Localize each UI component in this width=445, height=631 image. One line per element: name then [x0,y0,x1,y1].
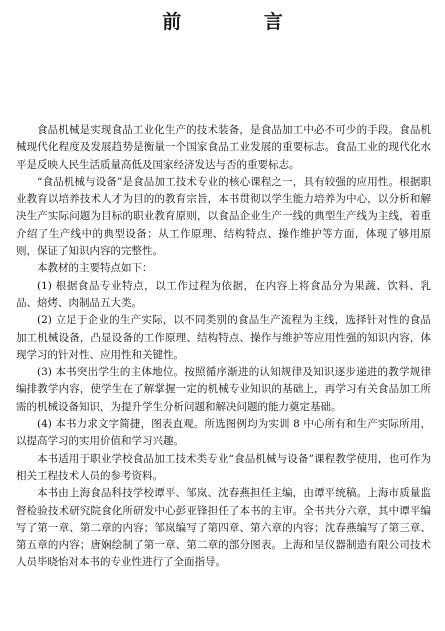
paragraph-feature-4: (4) 本书力求文字简捷，图表直观。所选图例均为实训 8 中心所有和生产实际所用，以提高学习的实用价值和学习兴趣。 [16,418,431,448]
paragraph-feature-1: (1) 根据食品专业特点，以工作过程为依据，在内容上将食品分为果蔬、饮料、乳品、焙烤、肉制品五大类。 [16,279,431,309]
paragraph-feature-2: (2) 立足于企业的生产实际，以不同类别的食品生产流程为主线，选择针对性的食品加工机械设备，凸显设备的工作原理、结构特点、操作与维护等应用性强的知识内容，体现学习的针对性、应用性和关键性。 [16,314,431,361]
preface-body [16,122,431,572]
paragraph-intro: 食品机械是实现食品工业化生产的技术装备，是食品加工中必不可少的手段。食品机械现代化程度及发展趋势是衡量一个国家食品工业发展的重要标志。食品工业的现代化水平是反映人民生活质量高低及国家经济发达与否的重要标志。 [16,124,431,171]
paragraph-course-description: “食品机械与设备”是食品加工技术专业的核心课程之一，具有较强的应用性。根据职业教育以培养技术人才为目的的教育宗旨，本书贯彻以学生能力培养为中心，以分析和解决生产实际问题为目标的职业教育原则，以食品企业生产一线的典型生产线为主线，着重介绍了生产线中的典型设备；从工作原理、结构特点、操作维护等方面，体现了够用原则，保证了知识内容的完整性。 [16,175,431,258]
paragraph-feature-3: (3) 本书突出学生的主体地位。按照循序渐进的认知规律及知识逐步递进的教学规律编排教学内容，使学生在了解掌握一定的机械专业知识的基础上，再学习有关食品加工所需的机械设备知识，为提升学生分析问题和解决问题的能力奠定基础。 [16,366,431,413]
paragraph-authors: 本书由上海食品科技学校谭平、邹岚、沈春燕担任主编，由谭平统稿。上海市质量监督检验技术研究院食化所研发中心彭亚锋担任了本书的主审。全书共分六章，其中谭平编写了第一章、第二章的内容；邹岚编写了第四章、第六章的内容；沈春燕编写了第三章、第五章的内容；唐娴绘制了第一章、第二章的部分图表。上海和呈仪器制造有限公司技术人员毕晓怡对本书的专业性进行了全面指导。 [16,487,431,569]
paragraph-features-heading: 本教材的主要特点如下： [37,262,153,275]
page-title: 前 言 [162,11,321,33]
paragraph-audience: 本书适用于职业学校食品加工技术类专业“食品机械与设备”课程教学使用，也可作为相关工程技术人员的参考资料。 [16,452,431,482]
